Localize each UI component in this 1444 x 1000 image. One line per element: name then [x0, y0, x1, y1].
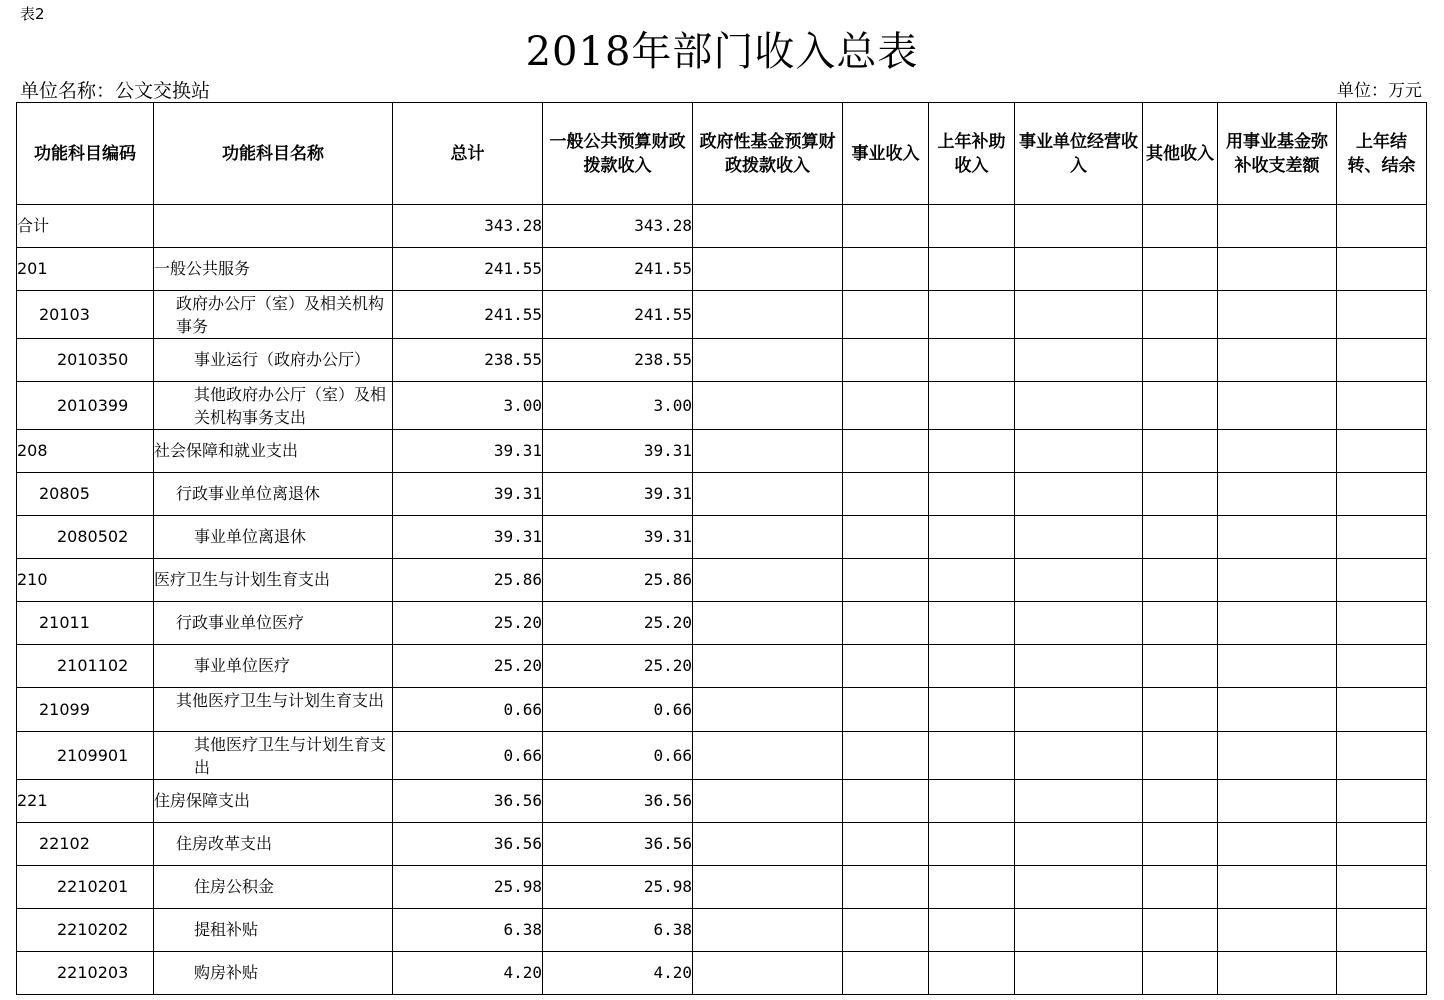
operating-income-cell: [1015, 866, 1143, 909]
prior-subsidy-cell: [929, 602, 1015, 645]
total-cell: 241.55: [393, 248, 543, 291]
subject-code-cell: 2210201: [17, 866, 154, 909]
column-header: 政府性基金预算财政拨款收入: [693, 103, 843, 205]
total-cell: 6.38: [393, 909, 543, 952]
operating-income-cell: [1015, 516, 1143, 559]
table-row: [17, 645, 1427, 688]
subject-code-cell: 2010399: [17, 382, 154, 430]
business-income-cell: [843, 952, 929, 995]
operating-income-cell: [1015, 688, 1143, 732]
subject-name-cell: 住房保障支出: [154, 780, 393, 823]
operating-income-cell: [1015, 780, 1143, 823]
table-row: [17, 473, 1427, 516]
subject-name-cell: 其他政府办公厅（室）及相关机构事务支出: [154, 382, 393, 430]
prior-subsidy-cell: [929, 645, 1015, 688]
column-header: 功能科目名称: [154, 103, 393, 205]
business-income-cell: [843, 516, 929, 559]
total-cell: 25.20: [393, 602, 543, 645]
fund-makeup-cell: [1218, 559, 1337, 602]
fund-makeup-cell: [1218, 688, 1337, 732]
other-income-cell: [1143, 780, 1218, 823]
business-income-cell: [843, 823, 929, 866]
carryover-cell: [1337, 339, 1427, 382]
subject-code-cell: 2210202: [17, 909, 154, 952]
carryover-cell: [1337, 291, 1427, 339]
fund-budget-cell: [693, 291, 843, 339]
other-income-cell: [1143, 248, 1218, 291]
operating-income-cell: [1015, 382, 1143, 430]
total-cell: 39.31: [393, 430, 543, 473]
fund-budget-cell: [693, 952, 843, 995]
business-income-cell: [843, 382, 929, 430]
carryover-cell: [1337, 473, 1427, 516]
fund-makeup-cell: [1218, 430, 1337, 473]
table-row: [17, 732, 1427, 780]
carryover-cell: [1337, 823, 1427, 866]
table-row: [17, 339, 1427, 382]
column-header: 事业收入: [843, 103, 929, 205]
fund-budget-cell: [693, 430, 843, 473]
general-budget-cell: 39.31: [543, 516, 693, 559]
fund-makeup-cell: [1218, 780, 1337, 823]
operating-income-cell: [1015, 823, 1143, 866]
subject-code-cell: 21099: [17, 688, 154, 732]
operating-income-cell: [1015, 952, 1143, 995]
business-income-cell: [843, 780, 929, 823]
business-income-cell: [843, 645, 929, 688]
fund-budget-cell: [693, 909, 843, 952]
general-budget-cell: 36.56: [543, 823, 693, 866]
general-budget-cell: 4.20: [543, 952, 693, 995]
table-row: [17, 780, 1427, 823]
subject-code-cell: 2010350: [17, 339, 154, 382]
subject-code-cell: 20103: [17, 291, 154, 339]
fund-budget-cell: [693, 248, 843, 291]
carryover-cell: [1337, 205, 1427, 248]
other-income-cell: [1143, 909, 1218, 952]
prior-subsidy-cell: [929, 382, 1015, 430]
carryover-cell: [1337, 248, 1427, 291]
other-income-cell: [1143, 291, 1218, 339]
fund-budget-cell: [693, 473, 843, 516]
operating-income-cell: [1015, 291, 1143, 339]
fund-makeup-cell: [1218, 732, 1337, 780]
subject-name-cell: 购房补贴: [154, 952, 393, 995]
table-row: [17, 516, 1427, 559]
general-budget-cell: 3.00: [543, 382, 693, 430]
fund-budget-cell: [693, 645, 843, 688]
prior-subsidy-cell: [929, 780, 1015, 823]
carryover-cell: [1337, 732, 1427, 780]
table-row: [17, 688, 1427, 732]
operating-income-cell: [1015, 205, 1143, 248]
prior-subsidy-cell: [929, 823, 1015, 866]
table-row: [17, 823, 1427, 866]
subject-code-cell: 221: [17, 780, 154, 823]
fund-budget-cell: [693, 866, 843, 909]
subject-name-cell: 医疗卫生与计划生育支出: [154, 559, 393, 602]
table-row: [17, 952, 1427, 995]
subject-code-cell: 合计: [17, 205, 154, 248]
other-income-cell: [1143, 732, 1218, 780]
column-header: 上年结转、结余: [1337, 103, 1427, 205]
general-budget-cell: 0.66: [543, 688, 693, 732]
fund-makeup-cell: [1218, 382, 1337, 430]
subject-code-cell: 2210203: [17, 952, 154, 995]
prior-subsidy-cell: [929, 909, 1015, 952]
unit-name-label: 单位名称：公文交换站: [20, 80, 211, 102]
total-cell: 39.31: [393, 473, 543, 516]
prior-subsidy-cell: [929, 688, 1015, 732]
subject-name-cell: 行政事业单位离退休: [154, 473, 393, 516]
fund-budget-cell: [693, 339, 843, 382]
operating-income-cell: [1015, 248, 1143, 291]
general-budget-cell: 241.55: [543, 248, 693, 291]
operating-income-cell: [1015, 645, 1143, 688]
other-income-cell: [1143, 559, 1218, 602]
other-income-cell: [1143, 382, 1218, 430]
total-cell: 0.66: [393, 688, 543, 732]
prior-subsidy-cell: [929, 205, 1015, 248]
business-income-cell: [843, 688, 929, 732]
column-header: 其他收入: [1143, 103, 1218, 205]
prior-subsidy-cell: [929, 291, 1015, 339]
business-income-cell: [843, 866, 929, 909]
subject-name-cell: 一般公共服务: [154, 248, 393, 291]
other-income-cell: [1143, 339, 1218, 382]
table-row: [17, 248, 1427, 291]
carryover-cell: [1337, 382, 1427, 430]
fund-makeup-cell: [1218, 339, 1337, 382]
subject-name-cell: 其他医疗卫生与计划生育支出: [154, 688, 393, 732]
fund-makeup-cell: [1218, 516, 1337, 559]
total-cell: 4.20: [393, 952, 543, 995]
carryover-cell: [1337, 909, 1427, 952]
general-budget-cell: 6.38: [543, 909, 693, 952]
fund-budget-cell: [693, 602, 843, 645]
operating-income-cell: [1015, 473, 1143, 516]
subject-name-cell: 行政事业单位医疗: [154, 602, 393, 645]
operating-income-cell: [1015, 602, 1143, 645]
total-cell: 3.00: [393, 382, 543, 430]
other-income-cell: [1143, 688, 1218, 732]
subject-code-cell: 2101102: [17, 645, 154, 688]
business-income-cell: [843, 291, 929, 339]
other-income-cell: [1143, 866, 1218, 909]
fund-budget-cell: [693, 688, 843, 732]
table-row: [17, 602, 1427, 645]
table-row: [17, 866, 1427, 909]
general-budget-cell: 25.86: [543, 559, 693, 602]
column-header: 总计: [393, 103, 543, 205]
fund-makeup-cell: [1218, 205, 1337, 248]
other-income-cell: [1143, 952, 1218, 995]
operating-income-cell: [1015, 559, 1143, 602]
prior-subsidy-cell: [929, 516, 1015, 559]
total-cell: 36.56: [393, 823, 543, 866]
currency-unit-label: 单位：万元: [1337, 81, 1422, 101]
carryover-cell: [1337, 645, 1427, 688]
subject-name-cell: 住房公积金: [154, 866, 393, 909]
business-income-cell: [843, 602, 929, 645]
total-cell: 241.55: [393, 291, 543, 339]
business-income-cell: [843, 248, 929, 291]
table-row: [17, 382, 1427, 430]
fund-makeup-cell: [1218, 952, 1337, 995]
total-cell: 25.20: [393, 645, 543, 688]
operating-income-cell: [1015, 430, 1143, 473]
subject-code-cell: 20805: [17, 473, 154, 516]
general-budget-cell: 25.98: [543, 866, 693, 909]
column-header: 事业单位经营收入: [1015, 103, 1143, 205]
fund-budget-cell: [693, 780, 843, 823]
carryover-cell: [1337, 559, 1427, 602]
fund-makeup-cell: [1218, 248, 1337, 291]
subject-name-cell: 事业单位离退休: [154, 516, 393, 559]
total-cell: 238.55: [393, 339, 543, 382]
total-cell: 0.66: [393, 732, 543, 780]
other-income-cell: [1143, 602, 1218, 645]
other-income-cell: [1143, 473, 1218, 516]
general-budget-cell: 0.66: [543, 732, 693, 780]
general-budget-cell: 25.20: [543, 602, 693, 645]
general-budget-cell: 39.31: [543, 473, 693, 516]
column-header: 功能科目编码: [17, 103, 154, 205]
other-income-cell: [1143, 205, 1218, 248]
subject-name-cell: 社会保障和就业支出: [154, 430, 393, 473]
total-cell: 25.86: [393, 559, 543, 602]
prior-subsidy-cell: [929, 339, 1015, 382]
total-cell: 36.56: [393, 780, 543, 823]
subject-name-cell: 政府办公厅（室）及相关机构事务: [154, 291, 393, 339]
carryover-cell: [1337, 516, 1427, 559]
subject-name-cell: 住房改革支出: [154, 823, 393, 866]
business-income-cell: [843, 473, 929, 516]
subject-code-cell: 210: [17, 559, 154, 602]
carryover-cell: [1337, 780, 1427, 823]
prior-subsidy-cell: [929, 732, 1015, 780]
table-row: [17, 205, 1427, 248]
fund-budget-cell: [693, 205, 843, 248]
general-budget-cell: 241.55: [543, 291, 693, 339]
table-row: [17, 559, 1427, 602]
prior-subsidy-cell: [929, 248, 1015, 291]
prior-subsidy-cell: [929, 473, 1015, 516]
carryover-cell: [1337, 430, 1427, 473]
column-header: 一般公共预算财政拨款收入: [543, 103, 693, 205]
carryover-cell: [1337, 602, 1427, 645]
column-header: 上年补助收入: [929, 103, 1015, 205]
carryover-cell: [1337, 866, 1427, 909]
fund-budget-cell: [693, 732, 843, 780]
operating-income-cell: [1015, 909, 1143, 952]
fund-makeup-cell: [1218, 823, 1337, 866]
business-income-cell: [843, 559, 929, 602]
prior-subsidy-cell: [929, 559, 1015, 602]
carryover-cell: [1337, 688, 1427, 732]
fund-makeup-cell: [1218, 645, 1337, 688]
subject-name-cell: 事业单位医疗: [154, 645, 393, 688]
subject-code-cell: 2080502: [17, 516, 154, 559]
page-title: 2018年部门收入总表: [525, 29, 919, 75]
business-income-cell: [843, 430, 929, 473]
fund-makeup-cell: [1218, 866, 1337, 909]
fund-budget-cell: [693, 823, 843, 866]
general-budget-cell: 25.20: [543, 645, 693, 688]
fund-makeup-cell: [1218, 602, 1337, 645]
subject-code-cell: 2109901: [17, 732, 154, 780]
business-income-cell: [843, 339, 929, 382]
subject-code-cell: 201: [17, 248, 154, 291]
general-budget-cell: 238.55: [543, 339, 693, 382]
other-income-cell: [1143, 516, 1218, 559]
other-income-cell: [1143, 823, 1218, 866]
income-summary-table: [16, 102, 1427, 995]
subject-code-cell: 21011: [17, 602, 154, 645]
total-cell: 25.98: [393, 866, 543, 909]
prior-subsidy-cell: [929, 866, 1015, 909]
fund-makeup-cell: [1218, 291, 1337, 339]
column-header: 用事业基金弥补收支差额: [1218, 103, 1337, 205]
subject-code-cell: 208: [17, 430, 154, 473]
business-income-cell: [843, 732, 929, 780]
table-row: [17, 430, 1427, 473]
fund-makeup-cell: [1218, 909, 1337, 952]
business-income-cell: [843, 205, 929, 248]
business-income-cell: [843, 909, 929, 952]
general-budget-cell: 36.56: [543, 780, 693, 823]
operating-income-cell: [1015, 732, 1143, 780]
other-income-cell: [1143, 430, 1218, 473]
table-row: [17, 909, 1427, 952]
subject-code-cell: 22102: [17, 823, 154, 866]
table-body: [17, 205, 1427, 995]
subject-name-cell: 提租补贴: [154, 909, 393, 952]
carryover-cell: [1337, 952, 1427, 995]
other-income-cell: [1143, 645, 1218, 688]
operating-income-cell: [1015, 339, 1143, 382]
fund-makeup-cell: [1218, 473, 1337, 516]
fund-budget-cell: [693, 516, 843, 559]
subject-name-cell: [154, 205, 393, 248]
general-budget-cell: 343.28: [543, 205, 693, 248]
table-header-row: [17, 103, 1427, 205]
general-budget-cell: 39.31: [543, 430, 693, 473]
total-cell: 39.31: [393, 516, 543, 559]
total-cell: 343.28: [393, 205, 543, 248]
subject-name-cell: 其他医疗卫生与计划生育支出: [154, 732, 393, 780]
table-row: [17, 291, 1427, 339]
table-label: 表2: [20, 5, 45, 23]
fund-budget-cell: [693, 382, 843, 430]
prior-subsidy-cell: [929, 430, 1015, 473]
fund-budget-cell: [693, 559, 843, 602]
subject-name-cell: 事业运行（政府办公厅）: [154, 339, 393, 382]
prior-subsidy-cell: [929, 952, 1015, 995]
